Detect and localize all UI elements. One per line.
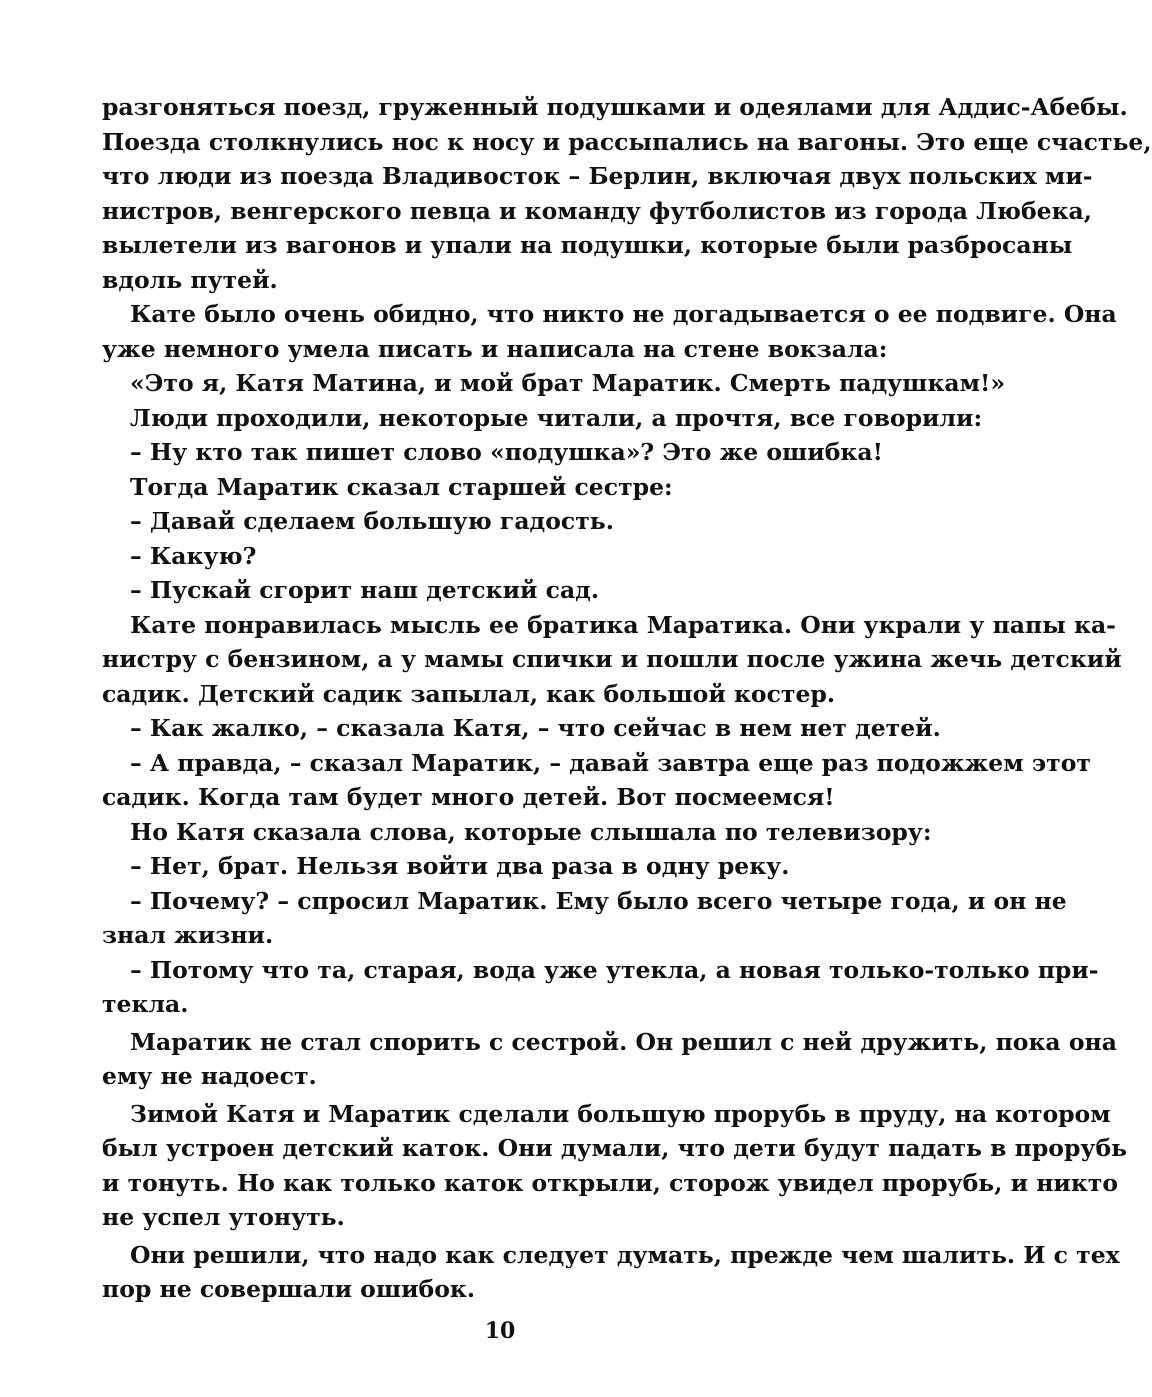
page-number: 10 <box>484 1318 516 1344</box>
paragraph <box>102 608 1122 712</box>
text-line: Тогда Маратик сказал старшей сестре: <box>130 472 673 501</box>
text-line: садик. Детский садик запылал, как большой костер. <box>102 679 836 708</box>
text-line: Люди проходили, некоторые читали, а прочтя, все говорили: <box>130 403 983 432</box>
text-line: вдоль путей. <box>102 265 278 294</box>
text-line: знал жизни. <box>102 921 274 949</box>
text-line: – Потому что та, старая, вода уже утекла, а новая только-только при- <box>130 955 1099 984</box>
paragraph <box>102 746 1091 815</box>
text-line: – Какую? <box>130 541 257 570</box>
text-line: – Нет, брат. Нельзя войти два раза в одну реку. <box>130 852 790 880</box>
text-line: «Это я, Катя Матина, и мой брат Маратик. Смерть падушкам!» <box>130 369 1006 397</box>
text-line: ему не надоест. <box>102 1062 317 1090</box>
text-line: нистру с бензином, а у мамы спички и пошли после ужина жечь детский <box>102 645 1122 673</box>
paragraph <box>130 711 941 746</box>
text-line: – Давай сделаем большую гадость. <box>130 507 614 535</box>
text-line: Они решили, что надо как следует думать, прежде чем шалить. И с тех <box>130 1240 1120 1269</box>
paragraph <box>130 470 910 505</box>
text-line: – Как жалко, – сказала Катя, – что сейчас в нем нет детей. <box>130 714 941 742</box>
text-line: – А правда, – сказал Маратик, – давай завтра еще раз подожжем этот <box>130 748 1091 777</box>
paragraph <box>102 1238 1120 1307</box>
paragraph <box>102 1097 1128 1235</box>
text-line: вылетели из вагонов и упали на подушки, которые были разбросаны <box>102 231 1073 259</box>
text-line: текла. <box>102 990 189 1018</box>
text-line: уже немного умела писать и написала на стене вокзала: <box>102 334 888 363</box>
text-line: садик. Когда там будет много детей. Вот посмеемся! <box>102 783 835 811</box>
paragraph <box>102 884 1067 953</box>
paragraph <box>130 849 910 884</box>
text-line: – Ну кто так пишет слово «подушка»? Это же ошибка! <box>130 438 883 466</box>
text-line: был устроен детский каток. Они думали, что дети будут падать в прорубь <box>102 1134 1128 1162</box>
text-line: – Пускай сгорит наш детский сад. <box>130 576 600 604</box>
paragraph <box>130 573 910 608</box>
paragraph <box>102 297 1117 366</box>
body-text <box>102 90 1152 1307</box>
text-line: Кате понравилась мысль ее братика Маратика. Они украли у папы ка- <box>130 610 1116 639</box>
text-line: разгоняться поезд, груженный подушками и одеялами для Аддис-Абебы. <box>102 93 1128 121</box>
paragraph <box>130 504 910 539</box>
text-line: Но Катя сказала слова, которые слышала по телевизору: <box>130 817 932 846</box>
text-line: нистров, венгерского певца и команду футболистов из города Любека, <box>102 196 1092 225</box>
paragraph <box>130 401 983 436</box>
text-line: Зимой Катя и Маратик сделали большую прорубь в пруду, на котором <box>130 1099 1111 1128</box>
paragraph <box>102 953 1099 1022</box>
text-line: Поезда столкнулись нос к носу и рассыпались на вагоны. Это еще счастье, <box>102 127 1152 156</box>
text-line: пор не совершали ошибок. <box>102 1275 476 1303</box>
paragraph <box>102 90 1152 297</box>
text-line: Маратик не стал спорить с сестрой. Он решил с ней дружить, пока она <box>130 1027 1117 1056</box>
paragraph <box>130 366 1006 401</box>
text-line: Кате было очень обидно, что никто не догадывается о ее подвиге. Она <box>130 300 1117 328</box>
text-line: не успел утонуть. <box>102 1203 345 1231</box>
paragraph <box>130 539 910 574</box>
paragraph <box>130 435 910 470</box>
text-line: и тонуть. Но как только каток открыли, сторож увидел прорубь, и никто <box>102 1168 1119 1197</box>
paragraph <box>130 815 932 850</box>
paragraph <box>102 1025 1117 1094</box>
text-line: – Почему? – спросил Маратик. Ему было всего четыре года, и он не <box>130 886 1067 915</box>
text-line: что люди из поезда Владивосток – Берлин, включая двух польских ми- <box>102 162 1093 190</box>
